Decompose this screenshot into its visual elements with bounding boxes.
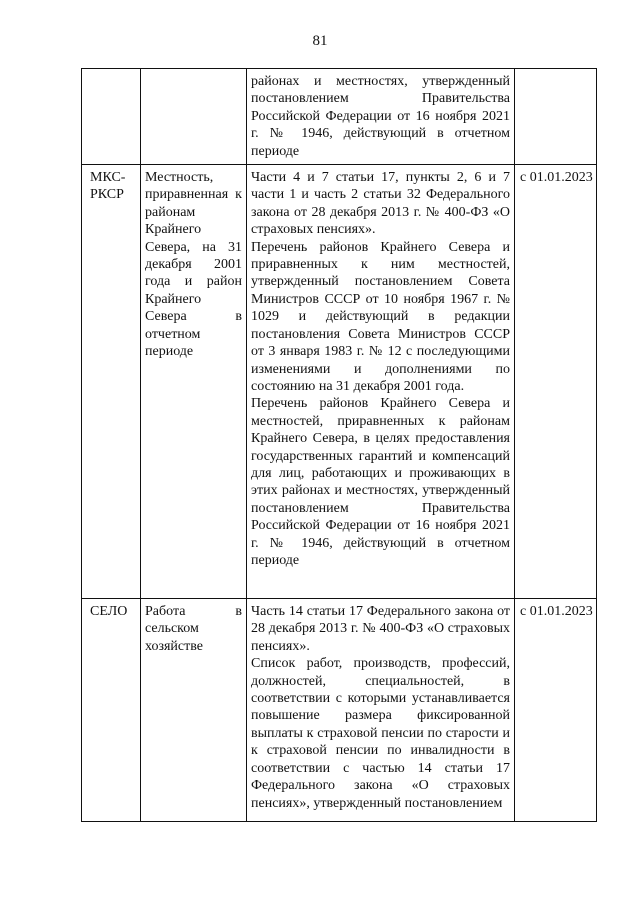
code-cell bbox=[82, 69, 141, 165]
basis-paragraph: Перечень районов Крайнего Севера и местностей, приравненных к районам Крайнего Севера, в целях предоставления государственных гарантий и компенсаций для лиц, работающих и проживающих в этих районах и местностях, утвержденный постановлением Правительства Российской Федерации от 16 ноября 2021 г. № 1946, действующий в отчетном периоде bbox=[251, 396, 510, 568]
page-number: 81 bbox=[312, 33, 328, 49]
basis-paragraph: Перечень районов Крайнего Севера и приравненных к ним местностей, утвержденный постановлением Совета Министров СССР от 10 ноября 1967 г. № 1029 и действующий в редакции постановления Совета Министров СССР от 3 января 1983 г. № 12 с последующими изменениями и дополнениями по состоянию на 31 декабря 2001 года. bbox=[251, 239, 510, 394]
codes-table bbox=[81, 68, 597, 822]
basis-paragraph: Список работ, производств, профессий, должностей, специальностей, в соответствии с которыми устанавливается повышение размера фиксированной выплаты к страховой пенсии по старости и к страховой пенсии по инвалидности в соответствии с частью 14 статьи 17 Федерального закона «О страховых пенсиях», утвержденный постановлением bbox=[251, 656, 510, 811]
table-row bbox=[82, 599, 597, 822]
date-cell: с 01.01.2023 bbox=[515, 599, 597, 822]
basis-paragraph: районах и местностях, утвержденный постановлением Правительства Российской Федерации от 16 ноября 2021 г. № 1946, действующий в отчетном периоде bbox=[251, 74, 510, 159]
code-cell: МКС-РКСР bbox=[82, 165, 141, 599]
code-cell: СЕЛО bbox=[82, 599, 141, 822]
basis-paragraph: Части 4 и 7 статьи 17, пункты 2, 6 и 7 части 1 и часть 2 статьи 32 Федерального закона от 28 декабря 2013 г. № 400-ФЗ «О страховых пенсиях». bbox=[251, 170, 510, 238]
date-cell bbox=[515, 69, 597, 165]
table-row bbox=[82, 69, 597, 165]
table-row bbox=[82, 165, 597, 599]
name-cell: Работа в сельском хозяйстве bbox=[141, 599, 247, 822]
name-cell bbox=[141, 69, 247, 165]
date-cell: с 01.01.2023 bbox=[515, 165, 597, 599]
basis-paragraph: Часть 14 статьи 17 Федерального закона от 28 декабря 2013 г. № 400-ФЗ «О страховых пенсиях». bbox=[251, 604, 510, 654]
name-cell: Местность, приравненная к районам Крайнего Севера, на 31 декабря 2001 года и район Крайнего Севера в отчетном периоде bbox=[141, 165, 247, 599]
basis-cell bbox=[247, 599, 515, 822]
basis-cell bbox=[247, 165, 515, 599]
basis-cell bbox=[247, 69, 515, 165]
